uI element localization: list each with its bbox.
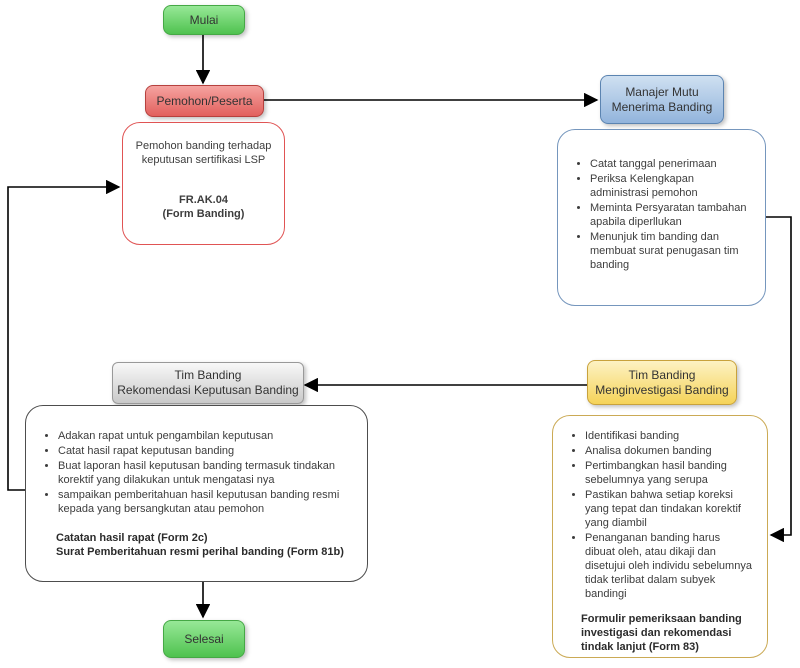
investigasi-note (552, 415, 768, 658)
note-bullet-item: • Pertimbangkan hasil banding sebelumnya yang serupa (585, 459, 753, 487)
manajer-note-list (558, 157, 765, 272)
keputusan-note-form-1: Catatan hasil rapat (Form 2c) (56, 532, 208, 544)
investigasi-note-list (553, 429, 767, 601)
note-bullet-item: • Buat laporan hasil keputusan banding termasuk tindakan korektif yang dilakukan untuk mengatasi nya (58, 459, 353, 487)
start-node-mulai (163, 5, 245, 35)
tim-banding-rekomendasi-node (112, 362, 304, 404)
arrow-manajer-note-to-investigasi-note (766, 217, 791, 535)
note-bullet-item: • Menunjuk tim banding dan membuat surat penugasan tim banding (590, 230, 751, 272)
note-bullet-item: • Identifikasi banding (585, 429, 753, 443)
manajer-mutu-label-line1: Manajer Mutu (625, 84, 699, 99)
pemohon-peserta-label: Pemohon/Peserta (156, 93, 253, 108)
note-bullet-item: • Pastikan bahwa setiap koreksi yang tepat dan tindakan korektif yang diambil (585, 488, 753, 530)
pemohon-note-form-name: (Form Banding) (162, 208, 245, 220)
manajer-mutu-node (600, 75, 724, 124)
pemohon-peserta-node (145, 85, 264, 117)
end-node-selesai (163, 620, 245, 658)
keputusan-note-form-2: Surat Pemberitahuan resmi perihal banding (Form 81b) (56, 546, 344, 558)
note-bullet-item: • Periksa Kelengkapan administrasi pemohon (590, 172, 751, 200)
tim-banding-investigasi-label-line2: Menginvestigasi Banding (595, 382, 729, 397)
end-node-label: Selesai (184, 631, 224, 646)
tim-banding-investigasi-node (587, 360, 737, 405)
keputusan-note-list (26, 429, 367, 516)
pemohon-note-form-code: FR.AK.04 (179, 194, 228, 206)
investigasi-note-form: Formulir pemeriksaan banding investigasi dan rekomendasi tindak lanjut (Form 83) (581, 613, 742, 653)
note-bullet-item: • Penanganan banding harus dibuat oleh, atau dikaji dan disetujui oleh individu sebelumnya tidak terlibat dalam subyek bandingi (585, 531, 753, 601)
note-bullet-item: • Adakan rapat untuk pengambilan keputusan (58, 429, 353, 443)
pemohon-note-body: Pemohon banding terhadap keputusan sertifikasi LSP (135, 140, 272, 166)
note-bullet-item: • sampaikan pemberitahuan hasil keputusan banding resmi kepada yang bersangkutan atau pemohon (58, 488, 353, 516)
start-node-label: Mulai (189, 12, 219, 27)
note-bullet-item: • Meminta Persyaratan tambahan apabila diperllukan (590, 201, 751, 229)
manajer-note (557, 129, 766, 306)
note-bullet-item: • Catat tanggal penerimaan (590, 157, 751, 171)
keputusan-note (25, 405, 368, 582)
tim-banding-rekomendasi-label-line1: Tim Banding (174, 368, 242, 382)
tim-banding-investigasi-label-line1: Tim Banding (628, 367, 696, 382)
note-bullet-item: • Catat hasil rapat keputusan banding (58, 444, 353, 458)
tim-banding-rekomendasi-label-line2: Rekomendasi Keputusan Banding (117, 383, 299, 397)
note-bullet-item: • Analisa dokumen banding (585, 444, 753, 458)
pemohon-note (122, 122, 285, 245)
manajer-mutu-label-line2: Menerima Banding (611, 99, 713, 114)
